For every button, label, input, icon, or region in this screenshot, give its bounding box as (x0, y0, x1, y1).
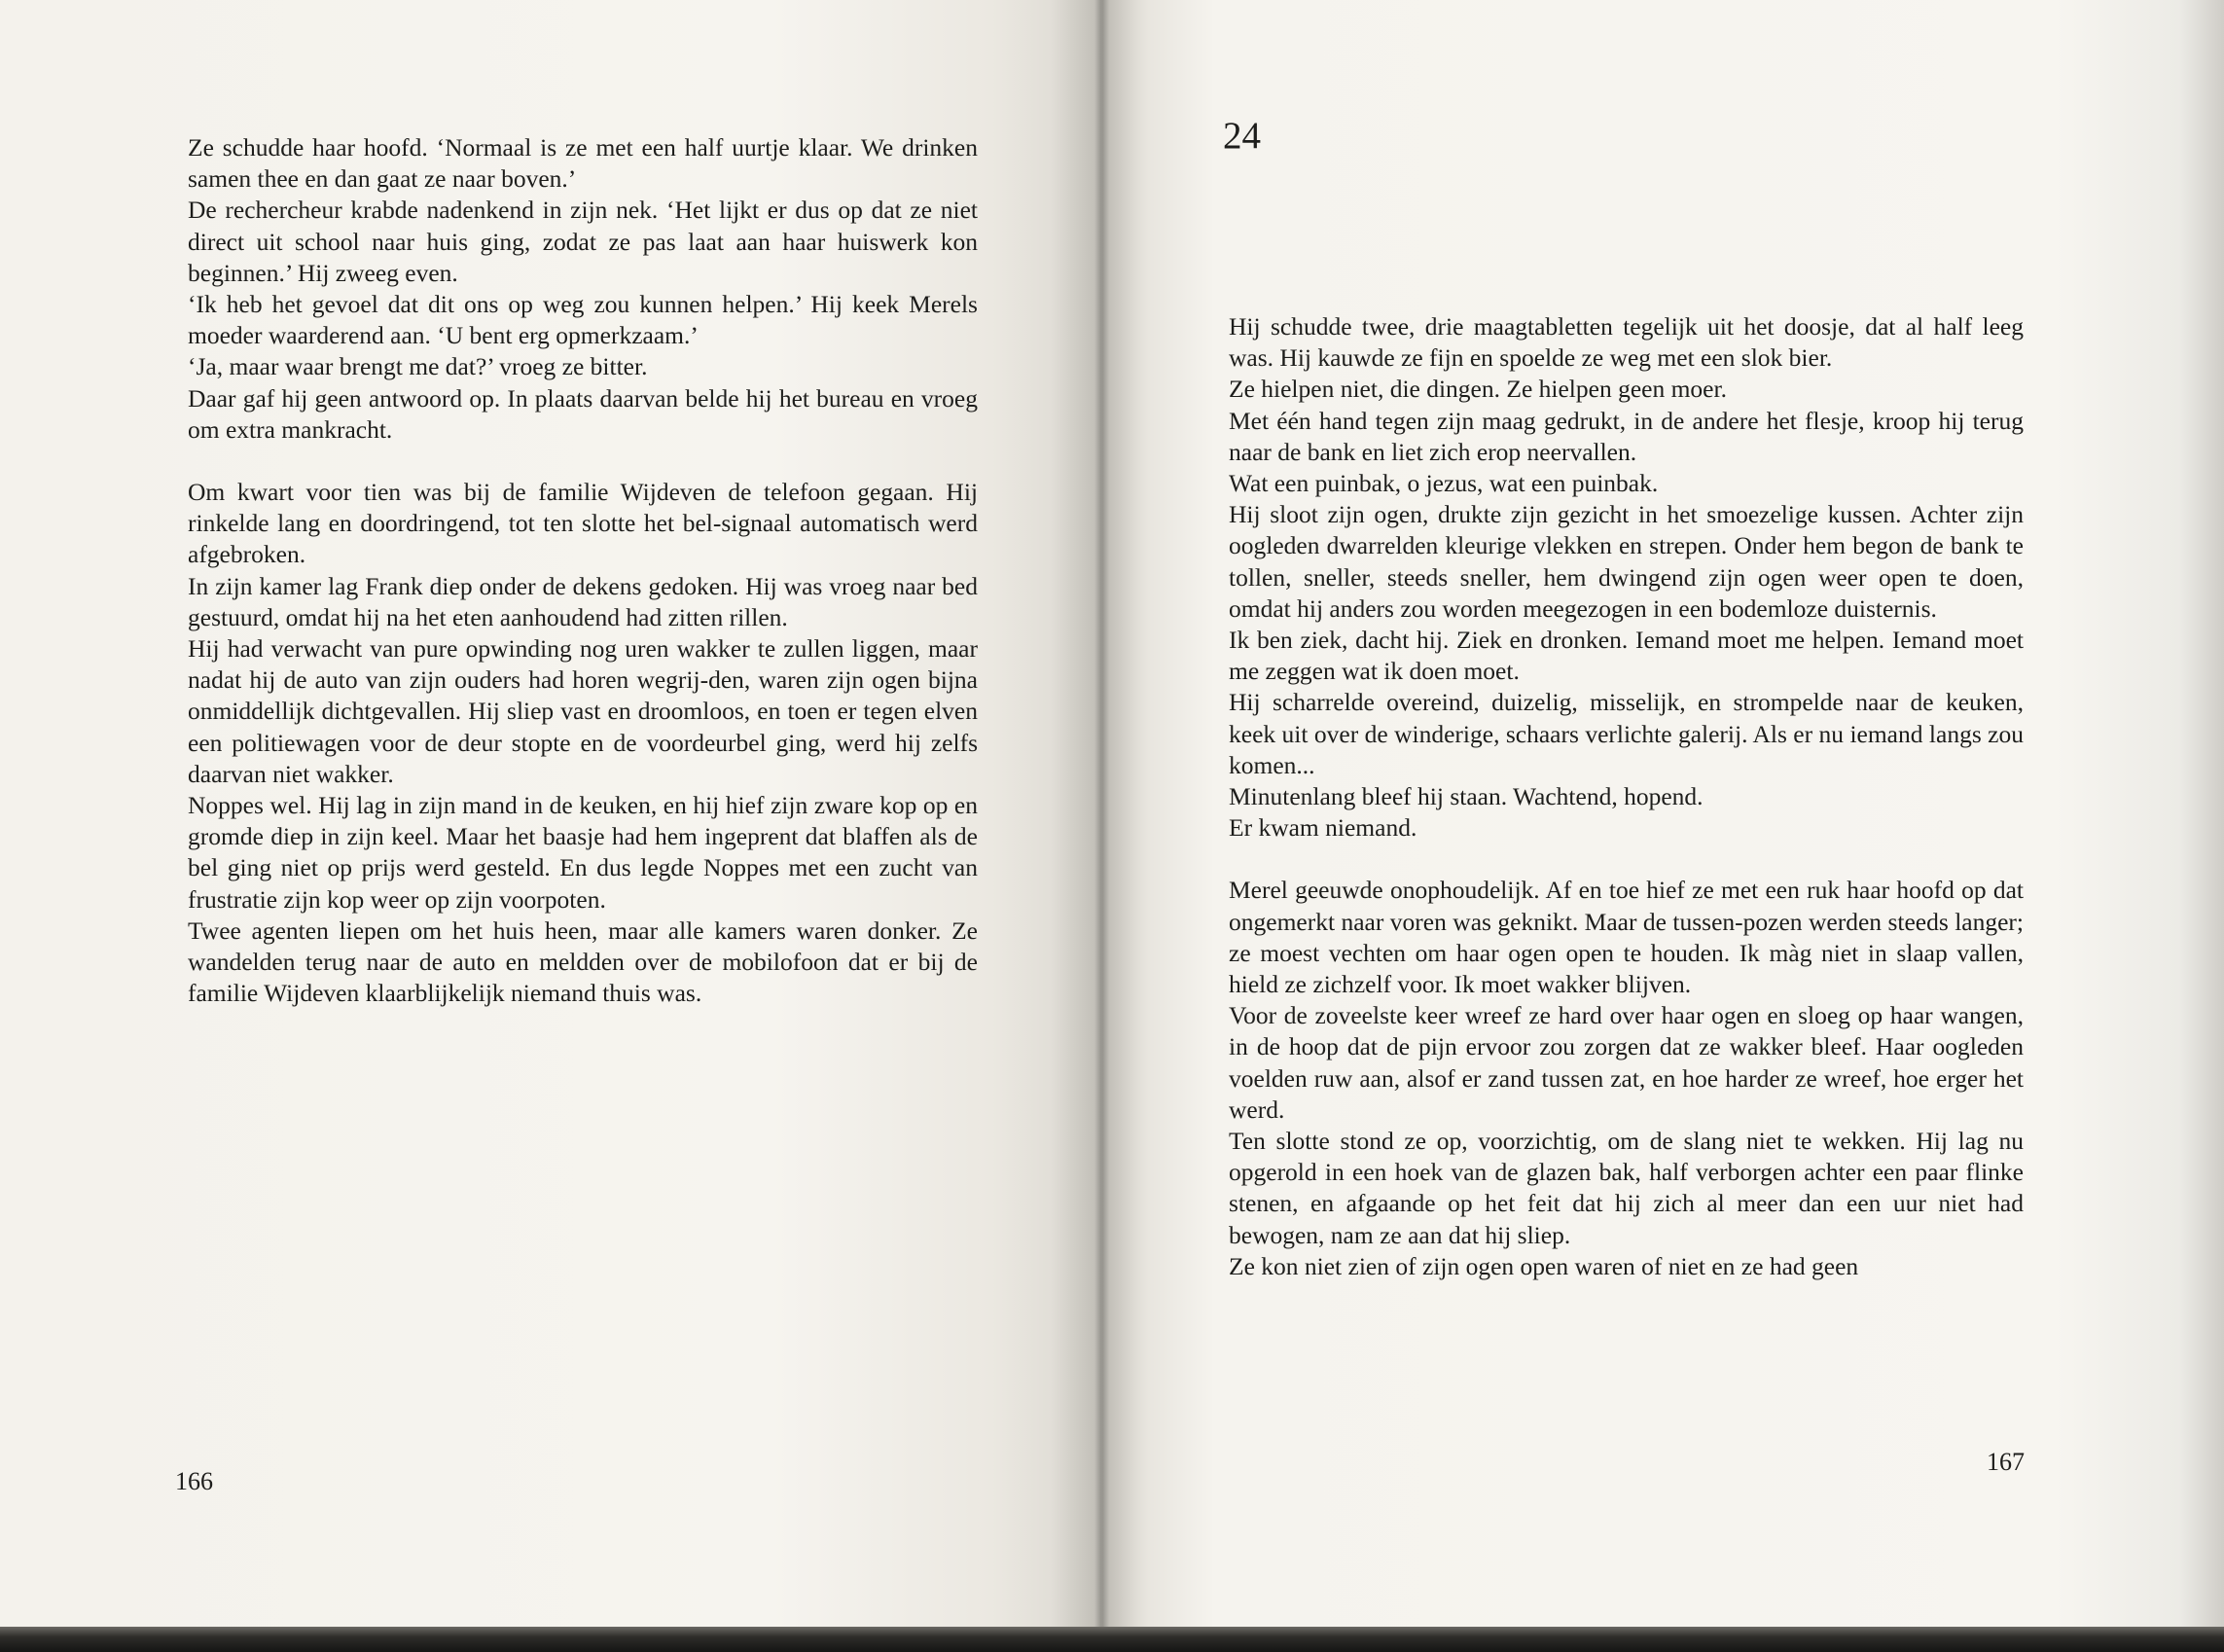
paragraph: ‘Ja, maar waar brengt me dat?’ vroeg ze bitter. (188, 352, 648, 381)
paragraph: Ik ben ziek, dacht hij. Ziek en dronken. Iemand moet me helpen. Iemand moet me zeggen wat ik doen moet. (1229, 626, 2024, 686)
book-bottom-edge (0, 1627, 2224, 1652)
paragraph: Ze hielpen niet, die dingen. Ze hielpen geen moer. (1229, 375, 1727, 404)
paragraph: Om kwart voor tien was bij de familie Wijdeven de telefoon gegaan. Hij rinkelde lang en doordringend, tot ten slotte het bel-signaal automatisch werd afgebroken. (188, 478, 978, 569)
paragraph: Hij schudde twee, drie maagtabletten tegelijk uit het doosje, dat al half leeg was. Hij kauwde ze fijn en spoelde ze weg met een slok bier. (1229, 312, 2024, 373)
paragraph: Twee agenten liepen om het huis heen, maar alle kamers waren donker. Ze wandelden terug naar de auto en meldden over de mobilofoon dat er bij de familie Wijdeven klaarblijkelijk niemand thuis was. (188, 916, 978, 1008)
paragraph: Ze schudde haar hoofd. ‘Normaal is ze met een half uurtje klaar. We drinken samen thee en dan gaat ze naar boven.’ (188, 133, 978, 194)
paragraph: Minutenlang bleef hij staan. Wachtend, hopend. (1229, 782, 1704, 811)
left-page (0, 0, 1102, 1627)
paragraph: De rechercheur krabde nadenkend in zijn nek. ‘Het lijkt er dus op dat ze niet direct uit school naar huis ging, zodat ze pas laat aan haar huiswerk kon beginnen.’ Hij zweeg even. (188, 196, 978, 287)
paragraph: Wat een puinbak, o jezus, wat een puinbak. (1229, 469, 1659, 498)
paragraph: Daar gaf hij geen antwoord op. In plaats daarvan belde hij het bureau en vroeg om extra mankracht. (188, 383, 978, 444)
paragraph: Hij scharrelde overeind, duizelig, misselijk, en strompelde naar de keuken, keek uit over de winderige, schaars verlichte galerij. Als er nu iemand langs zou komen... (1229, 688, 2024, 779)
paragraph: Noppes wel. Hij lag in zijn mand in de keuken, en hij hief zijn zware kop op en gromde diep in zijn keel. Maar het baasje had hem ingeprent dat blaffen als de bel ging niet op prijs werd gesteld. En dus legde Noppes met een zucht van frustratie zijn kop weer op zijn voorpoten. (188, 791, 978, 914)
paragraph: Met één hand tegen zijn maag gedrukt, in de andere het flesje, kroop hij terug naar de bank en liet zich erop neervallen. (1229, 406, 2024, 466)
paragraph: Er kwam niemand. (1229, 813, 1417, 843)
right-page-body (1229, 311, 2024, 1282)
paragraph: Hij had verwacht van pure opwinding nog uren wakker te zullen liggen, maar nadat hij de auto van zijn ouders had horen wegrij-den, waren zijn ogen bijna onmiddellijk dichtgevallen. Hij sliep vast en droomloos, en toen er tegen elven een politiewagen voor de deur stopte en de voordeurbel ging, werd hij zelfs daarvan niet wakker. (188, 634, 978, 788)
paragraph: Ze kon niet zien of zijn ogen open waren of niet en ze had geen (1229, 1251, 1859, 1280)
page-number-right: 167 (1987, 1448, 2025, 1476)
paragraph: Voor de zoveelste keer wreef ze hard over haar ogen en sloeg op haar wangen, in de hoop dat de pijn ervoor zou zorgen dat ze wakker bleef. Haar oogleden voelden ruw aan, alsof er zand tussen zat, en hoe harder ze wreef, hoe erger het werd. (1229, 1001, 2024, 1124)
paragraph: Ten slotte stond ze op, voorzichtig, om de slang niet te wekken. Hij lag nu opgerold in een hoek van de glazen bak, half verborgen achter een paar flinke stenen, en afgaande op het feit dat hij zich al meer dan een uur niet had bewogen, nam ze aan dat hij sliep. (1229, 1127, 2024, 1249)
paragraph: In zijn kamer lag Frank diep onder de dekens gedoken. Hij was vroeg naar bed gestuurd, omdat hij na het eten aanhoudend had zitten rillen. (188, 571, 978, 631)
chapter-number: 24 (1223, 115, 1261, 157)
paragraph: Hij sloot zijn ogen, drukte zijn gezicht in het smoezelige kussen. Achter zijn oogleden dwarrelden kleurige vlekken en strepen. Onder hem begon de bank te tollen, sneller, steeds sneller, hem dwingend zijn ogen weer open te doen, omdat hij anders zou worden meegezogen in een bodemloze duisternis. (1229, 500, 2024, 623)
paragraph: ‘Ik heb het gevoel dat dit ons op weg zou kunnen helpen.’ Hij keek Merels moeder waarderend aan. ‘U bent erg opmerkzaam.’ (188, 290, 978, 350)
page-number-left: 166 (175, 1467, 213, 1495)
paragraph: Merel geeuwde onophoudelijk. Af en toe hief ze met een ruk haar hoofd op dat ongemerkt naar voren was geknikt. Maar de tussen-pozen werden steeds langer; ze moest vechten om haar ogen open te houden. Ik màg niet in slaap vallen, hield ze zichzelf voor. Ik moet wakker blijven. (1229, 876, 2024, 999)
left-page-body (188, 132, 978, 1009)
